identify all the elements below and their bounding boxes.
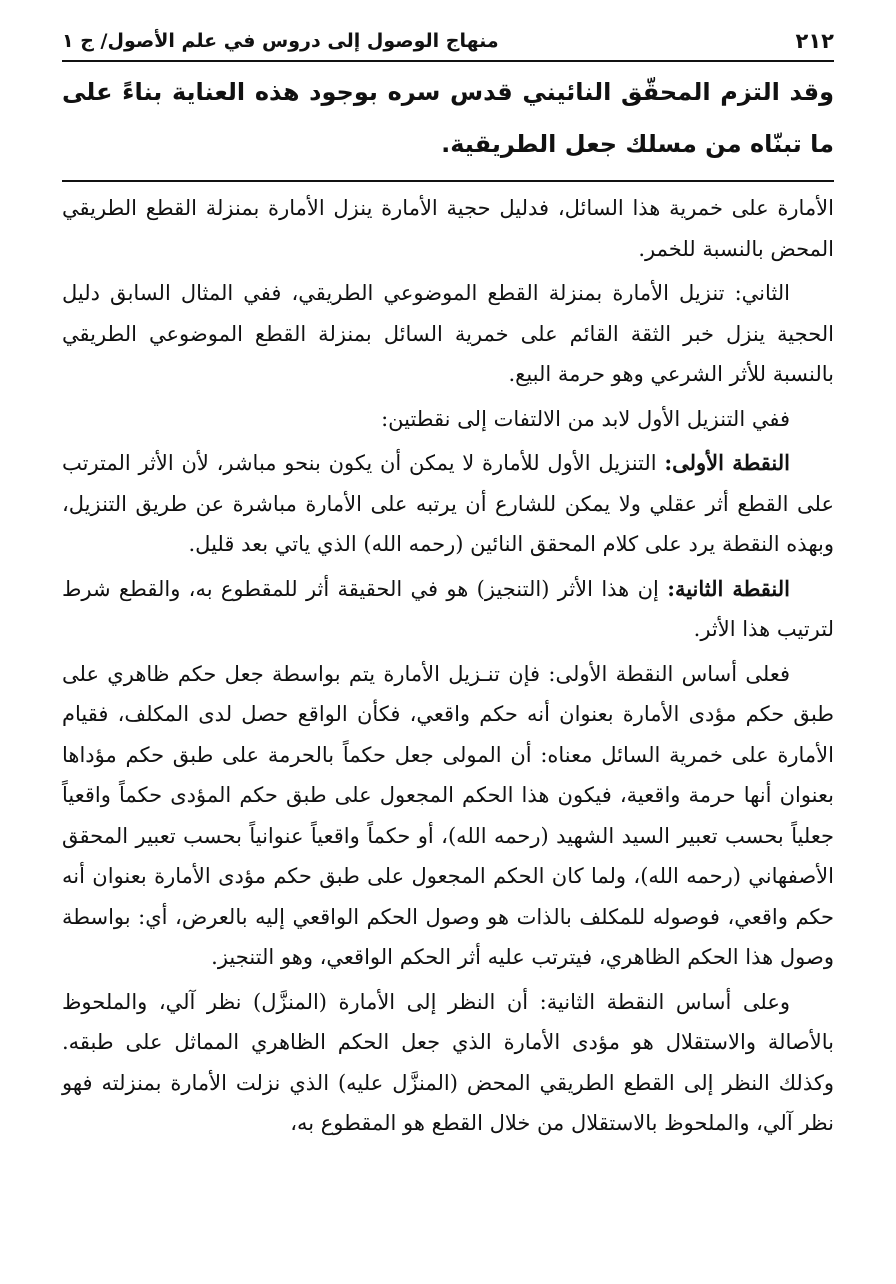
point-one-label: النقطة الأولى: bbox=[664, 450, 790, 475]
paragraph-4 bbox=[62, 443, 834, 565]
point-two-text: إن هذا الأثر (التنجيز) هو في الحقيقة أثر للمقطوع به، والقطع شرط لترتيب هذا الأثر. bbox=[62, 576, 834, 641]
paragraph-3: ففي التنزيل الأول لابد من الالتفات إلى نقطتين: bbox=[381, 406, 790, 431]
lead-paragraph: وقد التزم المحقّق النائيني قدس سره بوجود هذه العناية بناءً على ما تبنّاه من مسلك جعل الطريقية. bbox=[62, 78, 834, 158]
paragraph-2: الثاني: تنزيل الأمارة بمنزلة القطع الموضوعي الطريقي، ففي المثال السابق دليل الحجية ينزل خبر الثقة القائم على خمرية السائل بمنزلة القطع الموضوعي الطريقي بالنسبة للأثر الشرعي وهو حرمة البيع. bbox=[62, 281, 834, 386]
point-two-label: النقطة الثانية: bbox=[667, 575, 790, 601]
paragraph-5 bbox=[62, 569, 834, 650]
point-one-text: التنزيل الأول للأمارة لا يمكن أن يكون بنحو مباشر، لأن الأثر المترتب على القطع أثر عقلي ولا يمكن للشارع أن يرتبه على الأمارة مباشرة عن طريق التنزيل، وبهذه النقطة يرد على كلام المحقق النائين (رحمه الله) الذي ياتي بعد قليل. bbox=[62, 451, 834, 556]
paragraph-7: وعلى أساس النقطة الثانية: أن النظر إلى الأمارة (المنزَّل) نظر آلي، والملحوظ بالأصالة والاستقلال هو مؤدى الأمارة الذي جعل الحكم الظاهري المماثل على طبقه. وكذلك النظر إلى القطع الطريقي المحض (المنزَّل عليه) الذي نزلت الأمارة بمنزلته فهو نظر آلي، والملحوظ بالاستقلال من خلال القطع هو المقطوع به، bbox=[62, 989, 834, 1135]
running-header bbox=[62, 28, 834, 62]
paragraph-6: فعلى أساس النقطة الأولى: فإن تنـزيل الأمارة يتم بواسطة جعل حكم ظاهري على طبق حكم مؤدى الأمارة بعنوان أنه حكم واقعي، فكأن الواقع حصل لدى المكلف، فقيام الأمارة على خمرية السائل معناه: أن المولى جعل حكماً بالحرمة على طبق حكم مؤداها بعنوان أنها حرمة واقعية، فيكون هذا الحكم المجعول على طبق حكم المؤدى حكماً واقعياً جعلياً بحسب تعبير السيد الشهيد (رحمه الله)، أو حكماً واقعياً عنوانياً بحسب تعبير المحقق الأصفهاني (رحمه الله)، ولما كان الحكم المجعول على طبق حكم مؤدى الأمارة بعنوان أنه حكم واقعي، فوصوله للمكلف بالذات هو وصول الحكم الواقعي إليه بالعرض، أي: بواسطة وصول هذا الحكم الظاهري، فيترتب عليه أثر الحكم الواقعي، وهو التنجيز. bbox=[62, 661, 834, 969]
section-divider bbox=[62, 180, 834, 182]
body-text bbox=[62, 188, 834, 1144]
page-number: ٢١٢ bbox=[795, 29, 834, 53]
book-page bbox=[62, 28, 834, 1284]
paragraph-1: الأمارة على خمرية هذا السائل، فدليل حجية الأمارة ينزل الأمارة بمنزلة القطع الطريقي المحض بالنسبة للخمر. bbox=[62, 196, 834, 261]
running-title: منهاج الوصول إلى دروس في علم الأصول/ ج ١ bbox=[62, 30, 499, 52]
